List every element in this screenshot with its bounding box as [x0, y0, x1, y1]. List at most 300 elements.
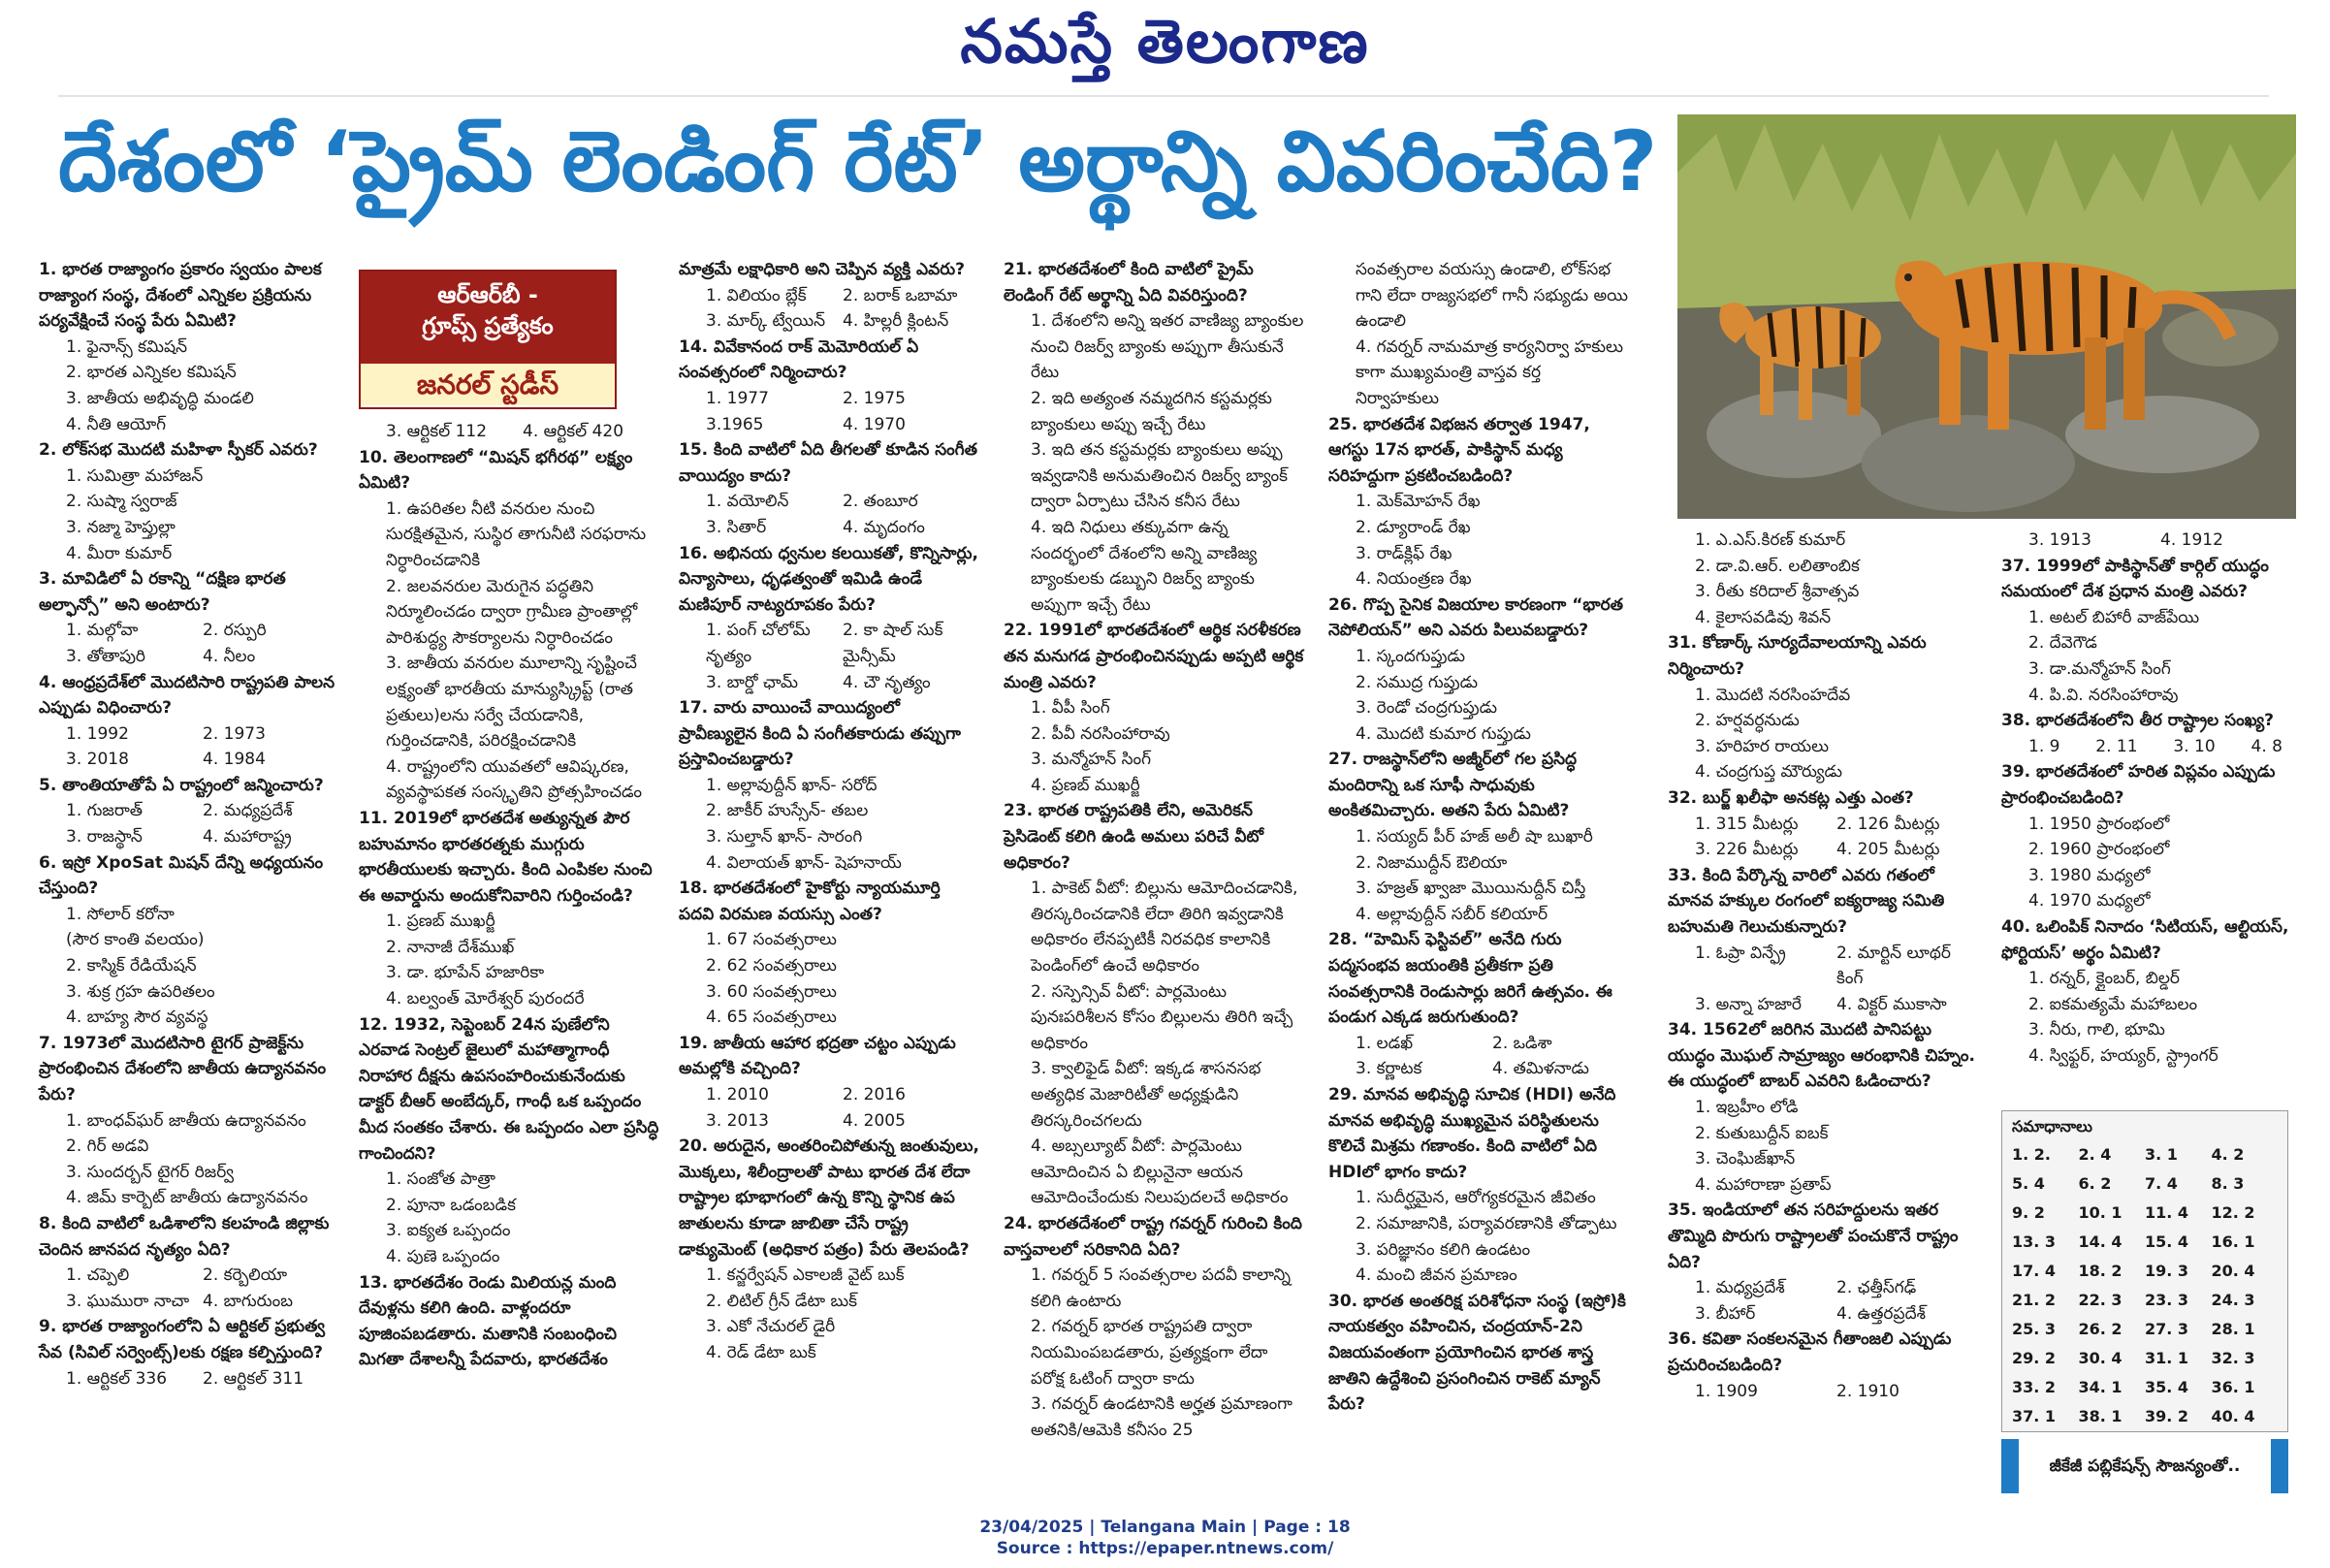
answer-option: 2. రస్పురి [203, 621, 267, 641]
question-text [1004, 618, 1304, 695]
answer-option: 2. లిటిల్ గ్రీన్ డేటా బుక్ [706, 1291, 857, 1311]
question-text [2001, 554, 2292, 605]
question-block [359, 806, 659, 1012]
answer-option: 4. విక్టర్ ముకాసా [1836, 994, 1947, 1014]
answer-option: 2. 2016 [843, 1085, 906, 1104]
question-text [679, 257, 979, 283]
question-number: 15. [679, 440, 715, 461]
answer-option: 4. బల్వంత్ మోరేశ్వర్ పురందరే [386, 989, 585, 1009]
question-text [1328, 592, 1629, 644]
answer-option: 2. ఆర్టికల్ 311 [203, 1368, 304, 1389]
question-number: 3. [39, 569, 63, 590]
answer-option: 2. జలవనరుల మెరుగైన పద్ధతిని నిర్మూలించడం ద్వారా గ్రామీణ ప్రాంతాల్లో పారిశుద్ధ్య సౌకర్యాలను నిర్ధారించడం [386, 576, 638, 648]
question-number: 12. [359, 1014, 395, 1035]
answer-option: 4. ఉత్తరప్రదేశ్ [1836, 1303, 1926, 1324]
option-row [679, 412, 979, 438]
answer-option: 1. గవర్నర్ 5 సంవత్సరాల పదవీ కాలాన్ని కలిగి ఉంటారు [1031, 1265, 1292, 1311]
answer-option: 4. మహారాష్ట్ర [203, 827, 292, 848]
question-block [39, 773, 339, 850]
answer-option: 1. దేశంలోని అన్ని ఇతర వాణిజ్య బ్యాంకుల నుంచి రిజర్వ్ బ్యాంకు అప్పుగా తీసుకునే రేటు [1031, 311, 1304, 383]
question-column-7 [2001, 528, 2292, 1069]
masthead-divider [58, 95, 2269, 97]
answer-option: 3. రాజస్థాన్ [66, 827, 143, 848]
answer-option: 1. మధ్యప్రదేశ్ [1695, 1278, 1785, 1298]
question-stem: కోణార్క్ సూర్యదేవాలయాన్ని ఎవరు నిర్మించారు? [1668, 633, 1927, 679]
answer-option: 2. జాకీర్ హుస్సేన్- తబల [706, 801, 869, 821]
option-row [1668, 1301, 1978, 1328]
question-number: 36. [1668, 1329, 1704, 1350]
answer-option: 4. స్విఫ్టర్, హయ్యర్, స్ట్రాంగర్ [2028, 1045, 2218, 1066]
question-number: 16. [679, 543, 715, 563]
question-block [1668, 1017, 1978, 1198]
answer-key-item: 5. 4 [2012, 1174, 2045, 1193]
question-stem: కింది వాటిలో ఒడిశాలోని కలహండి జిల్లాకు చెందిన జానపద నృత్యం ఏది? [39, 1213, 330, 1260]
answer-option: 2. పూనా ఒడంబడిక [386, 1195, 516, 1215]
answer-key-item: 1. 2. [2012, 1145, 2051, 1164]
question-number: 17. [679, 698, 715, 719]
answer-option: 2. నిజాముద్దీన్ ఔలియా [1356, 852, 1508, 873]
question-stem: జాతీయ ఆహార భద్రతా చట్టం ఎప్పుడు అమల్లోకి వచ్చింది? [679, 1033, 956, 1079]
answer-option: 3. జాతీయ అభివృద్ధి మండలి [66, 388, 254, 408]
question-number: 28. [1328, 930, 1364, 950]
answer-option: 3. నీరు, గాలి, భూమి [2028, 1020, 2165, 1040]
answer-option: 2. గవర్నర్ భారత రాష్ట్రపతి ద్వారా నియమింపబడతారు, ప్రత్యక్షంగా లేదా పరోక్ష ఓటింగ్ ద్వారా కాదు [1031, 1317, 1268, 1389]
question-stem: వారు వాయించే వాయిద్యంలో ప్రావీణ్యులైన కింది ఏ సంగీతకారుడు తప్పుగా ప్రస్తావించబడ్డారు? [679, 698, 961, 770]
question-text [679, 1031, 979, 1082]
answer-key-item: 28. 1 [2211, 1320, 2255, 1338]
question-stem: బుర్జ్ ఖలీఫా అనకట్ల ఎత్తు ఎంత? [1703, 787, 1914, 808]
question-text [1004, 257, 1304, 308]
answer-option: 4. చంద్రగుప్త మౌర్యుడు [1695, 762, 1842, 783]
answer-key-item: 7. 4 [2145, 1174, 2178, 1193]
question-block [359, 1012, 659, 1270]
answer-option: 1. లడఖ్ [1356, 1033, 1414, 1053]
answer-option: 1. అటల్ బిహారీ వాజ్‌పేయి [2028, 607, 2200, 627]
option-row [679, 308, 979, 335]
answer-option: 1. ఇబ్రహీం లోడి [1695, 1098, 1799, 1118]
question-number: 5. [39, 775, 63, 795]
question-text [679, 1134, 979, 1263]
answer-option: 3. తోతాపురి [66, 646, 146, 666]
answer-option: 1. ఉపరితల నీటి వనరుల నుంచి సురక్షితమైన, సుస్థిర తాగునీటి సరఫరాను నిర్ధారించడానికి [386, 498, 647, 570]
question-block [2001, 554, 2292, 709]
answer-option: 2. కర్బెలియా [203, 1265, 288, 1286]
answer-option: 4. మంచి జీవన ప్రమాణం [1356, 1265, 1517, 1286]
answer-key-item: 8. 3 [2211, 1174, 2245, 1193]
answer-option: 1. మెక్‌మోహన్ రేఖ [1356, 492, 1481, 512]
answer-option: 1. స్కందగుప్తుడు [1356, 646, 1465, 666]
question-number: 23. [1004, 801, 1039, 821]
question-text [39, 773, 339, 799]
question-stem: అభినయ ధ్వనుల కలయికతో, కొన్నిసార్లు, విన్యాసాలు, ధృఢత్వంతో ఇమిడి ఉండే మణిపూర్ నాట్యరూపకం పేరు? [679, 543, 978, 615]
option-row [679, 386, 979, 412]
question-block [679, 876, 979, 1031]
question-column-4 [1004, 257, 1304, 1443]
option-row [1328, 1031, 1629, 1057]
answer-option: 3. 2013 [706, 1110, 769, 1131]
answer-option: 3. 2018 [66, 750, 129, 770]
question-text [679, 437, 979, 489]
answer-option: 3. శుక్ర గ్రహ ఉపరితలం [66, 981, 215, 1002]
answer-key-item: 21. 2 [2012, 1291, 2057, 1309]
answer-option: 1. మొదటి నరసింహదేవ [1695, 685, 1851, 705]
answer-option: 1. బాంధవ్‌ఘర్ జాతీయ ఉద్యానవనం [66, 1110, 306, 1131]
question-text [1004, 798, 1304, 876]
answer-option: 2. సస్పెన్సివ్ వీటో: పార్లమెంటు పునఃపరిశీలన కోసం బిల్లులను తిరిగి ఇచ్చే అధికారం [1031, 981, 1293, 1053]
question-number: 4. [39, 672, 63, 692]
answer-option: 1. 315 మీటర్లు [1695, 814, 1799, 834]
answer-option: 3. చెంఘిజ్‌ఖాన్ [1695, 1149, 1796, 1169]
banner-line-2: గ్రూప్స్ ప్రత్యేకం [422, 312, 554, 340]
answer-option: 4. హిల్లరీ క్లింటన్ [843, 311, 949, 332]
question-number: 32. [1668, 787, 1704, 808]
question-stem: రాజస్థాన్‌లోని అజ్మీర్‌లో గల ప్రసిద్ధ మందిరాన్ని ఒక సూఫీ సాధువుకు అంకితమిచ్చారు. అతని పేరు ఏమిటి? [1328, 750, 1577, 821]
question-block [1004, 618, 1304, 798]
answer-option: 4. బాగురుంబ [203, 1291, 293, 1311]
question-block [1328, 592, 1629, 748]
answer-option: 1. వయోలిన్ [706, 492, 789, 512]
answer-option: 1. 1909 [1695, 1381, 1758, 1401]
question-text [2001, 759, 2292, 811]
question-text [1328, 747, 1629, 824]
answer-option: 2. 1975 [843, 388, 906, 408]
question-block [39, 1314, 339, 1392]
question-number: 37. [2001, 556, 2037, 576]
answer-option: 4. జిమ్ కార్బెట్ జాతీయ ఉద్యానవనం [66, 1188, 308, 1208]
answer-key-item: 23. 3 [2145, 1291, 2189, 1309]
question-block [679, 257, 979, 335]
question-text [679, 335, 979, 386]
banner-subject: జనరల్ స్టడీస్ [361, 364, 615, 405]
question-block [39, 850, 339, 1031]
question-number: 11. [359, 808, 395, 828]
question-number: 13. [359, 1272, 395, 1293]
question-stem: కింది వాటిలో ఏది తీగలతో కూడిన సంగీత వాయిద్యం కాదు? [679, 440, 977, 486]
answer-option: 3. 226 మీటర్లు [1695, 840, 1799, 860]
answer-key-item: 20. 4 [2211, 1262, 2255, 1280]
question-stem: భారతదేశంలో హైకోర్టు న్యాయమూర్తి పదవి విరమణ వయస్సు ఎంత? [679, 879, 941, 924]
answer-option: 2. నానాజీ దేశ్‌ముఖ్ [386, 937, 515, 957]
question-number: 24. [1004, 1213, 1039, 1233]
option-row [39, 618, 339, 644]
answer-option: 1. సోలార్ కరోనా [66, 904, 175, 924]
answer-option: 1. పంగ్ చోలోమ్ నృత్యం [706, 621, 811, 666]
answer-option: 3. ఎకో నేచురల్ డైరీ [706, 1317, 836, 1337]
answers-title: సమాధానాలు [2012, 1117, 2092, 1136]
question-text [39, 850, 339, 902]
answer-option: 2. బరాక్ ఒబామా [843, 285, 958, 305]
question-text [679, 876, 979, 927]
answer-option: 2. డ్యూరాండ్ రేఖ [1356, 517, 1471, 537]
answer-option: 2. కుతుబుద్దీన్ ఐబక్ [1695, 1123, 1829, 1143]
answer-option: 1. అల్లావుద్దీన్ ఖాన్- సరోద్ [706, 775, 878, 795]
answer-option: 2. మార్టిన్ లూథర్ కింగ్ [1836, 943, 1951, 989]
question-block [1668, 1327, 1978, 1404]
answer-key-item: 24. 3 [2211, 1291, 2255, 1309]
answer-key-item: 17. 4 [2012, 1262, 2057, 1280]
answer-key-item: 18. 2 [2078, 1262, 2123, 1280]
answer-option: 1. సుమిత్రా మహాజన్ [66, 465, 204, 486]
question-column-5 [1328, 257, 1629, 1418]
question-block [1328, 1082, 1629, 1289]
answer-option: 2. 1973 [203, 723, 266, 744]
option-row [39, 1289, 339, 1315]
question-number: 14. [679, 336, 715, 357]
answer-option: 4. మొదటి కుమార గుప్తుడు [1356, 723, 1531, 744]
answer-option: 3. రాడ్‌క్లిఫ్ రేఖ [1356, 543, 1452, 563]
answer-option: 1. 1992 [66, 723, 129, 744]
answer-key-item: 27. 3 [2145, 1320, 2189, 1338]
option-row [1668, 992, 1978, 1018]
answer-option: 2. ఒడిశా [1492, 1033, 1552, 1053]
question-block [39, 437, 339, 566]
answer-option: 2. ఐకమత్యమే మహాబలం [2028, 994, 2198, 1014]
answer-option: 2. భారత ఎన్నికల కమిషన్ [66, 363, 237, 383]
answer-option: 3. డా. భూపేన్ హజారికా [386, 963, 545, 983]
question-stem: కవితా సంకలనమైన గీతాంజలి ఎప్పుడు ప్రచురించబడింది? [1668, 1329, 1952, 1375]
question-number: 22. [1004, 621, 1039, 641]
question-stem: వివేకానంద రాక్ మెమోరియల్ ఏ సంవత్సరంలో నిర్మించారు? [679, 336, 919, 383]
question-block [359, 419, 659, 445]
question-block [39, 670, 339, 773]
answer-option: 1. చప్పెలి [66, 1265, 130, 1286]
question-block [679, 541, 979, 696]
answer-option: 1. సుదీర్ఘమైన, ఆరోగ్యకరమైన జీవితం [1356, 1188, 1596, 1208]
option-row [1668, 837, 1978, 863]
question-stem: భారత రాష్ట్రపతికి లేని, అమెరికన్ ప్రెసిడెంట్ కలిగి ఉండి అమలు పరిచే వీటో అధికారం? [1004, 801, 1264, 873]
answer-option: 3. సితార్ [706, 517, 767, 537]
masthead-logo: నమస్తే తెలంగాణ [960, 6, 1370, 77]
question-text [1668, 785, 1978, 812]
question-text [1328, 1289, 1629, 1418]
question-text [2001, 914, 2292, 966]
question-stem: భారత రాజ్యాంగంలోని ఏ ఆర్టికల్ ప్రభుత్వ సేవ (సివిల్ సర్వెంట్స్)లకు రక్షణ కల్పిస్తుంది? [39, 1317, 326, 1362]
answer-key-item: 40. 4 [2211, 1407, 2255, 1425]
question-block [1004, 257, 1304, 618]
answer-key-item: 9. 2 [2012, 1203, 2045, 1222]
question-text [1668, 1327, 1978, 1378]
answer-key-item: 32. 3 [2211, 1349, 2255, 1367]
option-row [1328, 1056, 1629, 1082]
question-stem: భారతదేశ విభజన తర్వాత 1947, ఆగస్టు 17న భారత్, పాకిస్థాన్ మధ్య సరిహద్దుగా ప్రకటించబడింది? [1328, 414, 1590, 486]
answer-option: 1. సయ్యద్ పీర్ హజ్ అలీ షా బుఖారీ [1356, 827, 1593, 848]
question-number: 6. [39, 852, 63, 873]
answer-option: 4. ఇది నిధులు తక్కువగా ఉన్న సందర్భంలో దేశంలోని అన్ని వాణిజ్య బ్యాంకులకు డబ్బుని రిజర్వ్ బ్యాంకు అప్పుగా ఇచ్చే రేటు [1031, 517, 1258, 615]
question-number: 40. [2001, 916, 2037, 937]
answer-key-item: 16. 1 [2211, 1232, 2255, 1251]
answer-key-item: 25. 3 [2012, 1320, 2057, 1338]
question-text [359, 445, 659, 496]
question-text [39, 257, 339, 335]
answer-option: 4. రెడ్ డేటా బుక్ [706, 1342, 816, 1362]
question-stem: 1932, సెప్టెంబర్ 24న పుణేలోని ఎరవాడ సెంట్రల్ జైలులో మహాత్మాగాంధీ నిరాహార దీక్షను ఉపసంహరించుకునేందుకు డాక్టర్ బీఆర్ అంబేద్కర్, గాంధీ ఒక ఒప్పందం మీద సంతకం చేశారు. ఈ ఒప్పందం ఎలా ప్రసిద్ధి గాంచిందని? [359, 1014, 659, 1164]
question-number: 33. [1668, 865, 1704, 885]
question-block [1668, 863, 1978, 1018]
answer-option: 1. ఫైనాన్స్ కమిషన్ [66, 336, 188, 357]
answer-option: 1. 2010 [706, 1085, 769, 1104]
answer-option: 2. 1910 [1836, 1381, 1899, 1401]
answer-option: 4. తమిళనాడు [1492, 1059, 1589, 1079]
question-stem: భారతదేశంలో హరిత విప్లవం ఎప్పుడు ప్రారంభించబడింది? [2001, 762, 2276, 808]
question-text [1004, 1211, 1304, 1263]
option-row [679, 515, 979, 541]
footer-source: Source : https://epaper.ntnews.com/ [996, 1539, 1334, 1559]
answer-key-item: 34. 1 [2078, 1378, 2123, 1396]
answer-option: 4. 2005 [843, 1110, 906, 1131]
question-block [1668, 785, 1978, 863]
answer-option: 3. బార్డో ఛామ్ [706, 672, 799, 692]
answer-option: 3. గవర్నర్ ఉండటానికి అర్హత ప్రమాణంగా అతనికి/ఆమెకి కనీసం 25 [1031, 1394, 1293, 1440]
answer-option: 4. నియంత్రణ రేఖ [1356, 569, 1472, 590]
question-block [2001, 528, 2292, 554]
question-text [39, 1211, 339, 1263]
option-row [679, 1108, 979, 1135]
question-stem: 1973లో మొదటిసారి టైగర్ ప్రాజెక్ట్‌ను ప్రారంభించిన దేశంలోని జాతీయ ఉద్యానవనం పేరు? [39, 1033, 327, 1104]
option-row [679, 670, 979, 696]
publisher-credit: జీకేజీ పబ్లికేషన్స్ సౌజన్యంతో.. [2001, 1439, 2288, 1493]
answer-option: 3. ఆర్టికల్ 112 [386, 422, 488, 441]
question-text [39, 670, 339, 721]
question-number: 9. [39, 1317, 63, 1337]
answer-option: 2. తంబూర [843, 492, 918, 512]
question-number: 34. [1668, 1020, 1704, 1040]
answer-option: 1. మల్గోవా [66, 621, 139, 641]
answer-key-item: 29. 2 [2012, 1349, 2057, 1367]
answer-option: 4. గవర్నర్ నామమాత్ర కార్యనిర్వా హకులు కాగా ముఖ్యమంత్రి వాస్తవ కర్త నిర్వాహకులు [1356, 336, 1623, 408]
question-number: 1. [39, 260, 63, 279]
answer-option: 4. బాహ్య సౌర వ్యవస్థ [66, 1008, 208, 1028]
question-block [2001, 759, 2292, 914]
option-row [679, 489, 979, 515]
answer-option: 3. మార్క్ ట్వేయిన్ [706, 311, 826, 332]
question-number: 8. [39, 1213, 63, 1233]
answer-option: 1. రన్నర్, క్లైంబర్, బిల్డర్ [2028, 969, 2180, 989]
option-row [39, 1366, 339, 1392]
answer-option: 3. 1980 మధ్యలో [2028, 865, 2151, 885]
answer-option: 3. క్వాలిఫైడ్ వీటో: ఇక్కడ శాసనసభ అత్యధిక మెజారిటీతో అధ్యక్షుడిని తిరస్కరించగలదు [1031, 1059, 1261, 1131]
question-number: 35. [1668, 1200, 1704, 1221]
answer-key-item: 3. 1 [2145, 1145, 2178, 1164]
question-stem: భారతదేశంలో కింది వాటిలో ప్రైమ్ లెండింగ్ రేట్ అర్థాన్ని ఏది వివరిస్తుంది? [1004, 260, 1254, 305]
question-stem: 1562లో జరిగిన మొదటి పానిపట్టు యుద్ధం మొఘల్ సామ్రాజ్యం ఆరంభానికి చిహ్నం. ఈ యుద్ధంలో బాబర్ ఎవరిని ఓడించారు? [1668, 1020, 1975, 1092]
question-stem: 1991లో భారతదేశంలో ఆర్థిక సరళీకరణ తన మనుగడ ప్రారంభించినప్పుడు అప్పటి ఆర్థిక మంత్రి ఎవరు? [1004, 621, 1304, 692]
answer-option: 2. ఇది అత్యంత నమ్మదగిన కస్టమర్లకు బ్యాంకులు అప్పు ఇచ్చే రేటు [1031, 388, 1272, 434]
answer-option: 3. జాతీయ వనరుల మూలాన్ని సృష్టించే లక్ష్యంతో భారతీయ మాన్యుస్క్రిప్ట్ (రాత ప్రతులు)లను సర్వే చేయడానికి, గుర్తించడానికి, పరిరక్షించడానికి [386, 654, 637, 752]
option-row [2001, 734, 2292, 760]
question-text [1668, 863, 1978, 941]
answer-key-item: 30. 4 [2078, 1349, 2123, 1367]
tiger-illustration [1677, 114, 2296, 519]
question-block [679, 437, 979, 540]
question-text [39, 566, 339, 618]
question-block [1328, 1289, 1629, 1418]
answer-option: 2. కాస్మిక్ రేడియేషన్ [66, 956, 197, 976]
question-number: 18. [679, 879, 715, 899]
question-block [2001, 708, 2292, 759]
question-block [39, 257, 339, 437]
answer-option: 2. కా షాల్ సుక్ మైన్సీమ్ [843, 621, 943, 666]
answer-option: 1. ప్రణబ్ ముఖర్జీ [386, 912, 495, 932]
question-stem: కింది పేర్కొన్న వారిలో ఎవరు గతంలో మానవ హక్కుల రంగంలో ఐక్యరాజ్య సమితి బహుమతి గెలుచుకున్నారు? [1668, 865, 1945, 937]
option-row [1668, 1379, 1978, 1405]
question-number: 29. [1328, 1085, 1364, 1104]
answer-option: 2. ఛత్తీస్‌గఢ్ [1836, 1278, 1917, 1298]
question-column-3 [679, 257, 979, 1366]
answer-option: 4. అబ్సల్యూట్ వీటో: పార్లమెంటు ఆమోదించిన ఏ బిల్లునైనా ఆయన ఆమోదించేందుకు నిలుపుదలచే అధికారం [1031, 1136, 1289, 1208]
answer-key-item: 33. 2 [2012, 1378, 2057, 1396]
answer-option: 3. కర్ణాటక [1356, 1059, 1422, 1079]
answer-option: 3. బీహార్ [1695, 1303, 1756, 1324]
answer-option: 4. మృదంగం [843, 517, 925, 537]
question-text [359, 1012, 659, 1168]
question-number: 19. [679, 1033, 715, 1053]
answer-key-item: 31. 1 [2145, 1349, 2189, 1367]
question-block [1668, 528, 1978, 630]
question-stem: భారత రాజ్యాంగం ప్రకారం స్వయం పాలక రాజ్యాంగ సంస్థ, దేశంలో ఎన్నికల ప్రక్రియను పర్యవేక్షించే సంస్థ పేరు ఏమిటి? [39, 260, 322, 332]
question-number: 39. [2001, 762, 2037, 783]
question-stem: తాంతియాతోపే ఏ రాష్ట్రంలో జన్మించారు? [62, 775, 324, 795]
question-block [679, 695, 979, 876]
answer-option: 3. 60 సంవత్సరాలు [706, 981, 837, 1002]
answer-option: 1. ఆర్టికల్ 336 [66, 1368, 168, 1389]
answer-option: 4. 205 మీటర్లు [1836, 840, 1940, 860]
question-text [679, 695, 979, 773]
question-stem: 1999లో పాకిస్థాన్‌తో కార్గిల్ యుద్ధం సమయంలో దేశ ప్రధాన మంత్రి ఎవరు? [2001, 556, 2269, 602]
option-row [679, 618, 979, 669]
answer-option: 1. ఓప్రా విన్ఫ్రే [1695, 943, 1786, 963]
question-block [679, 1134, 979, 1365]
option-row [39, 1263, 339, 1289]
question-stem: భారత అంతరిక్ష పరిశోధనా సంస్థ (ఇస్రో)కి నాయకత్వం వహించిన, చంద్రయాన్-2ని విజయవంతంగా ప్రయోగించిన భారత శాస్త్ర జాతిని ఉద్దేశించి ప్రసంగించిన రాకెట్ మ్యాన్ పేరు? [1328, 1291, 1626, 1415]
answer-key-item: 12. 2 [2211, 1203, 2255, 1222]
option-row [39, 721, 339, 748]
question-text [1668, 630, 1978, 682]
question-number: 10. [359, 447, 395, 467]
option-row [39, 824, 339, 850]
answer-option: 1. 1950 ప్రారంభంలో [2028, 814, 2170, 834]
question-number: 2. [39, 440, 63, 461]
option-row [359, 419, 659, 445]
question-column-2 [359, 419, 659, 1373]
answer-option: 3. పరిజ్ఞానం కలిగి ఉండటం [1356, 1239, 1531, 1260]
answer-option: (సౌర కాంతి వలయం) [66, 930, 205, 950]
question-block [679, 1031, 979, 1134]
answer-option: 4. నీలం [203, 646, 256, 666]
answer-option: 2. పీవీ నరసింహారావు [1031, 723, 1170, 744]
question-number: 30. [1328, 1291, 1364, 1311]
question-number: 20. [679, 1136, 715, 1157]
question-number: 25. [1328, 414, 1364, 434]
answer-option: 3. డా.మన్మోహన్ సింగ్ [2028, 658, 2171, 679]
answer-key-item: 2. 4 [2078, 1145, 2112, 1164]
answer-option: 4. 1912 [2160, 530, 2223, 550]
option-row [39, 747, 339, 773]
answer-key-item: 19. 3 [2145, 1262, 2189, 1280]
option-row [2001, 528, 2292, 554]
question-number: 38. [2001, 711, 2037, 731]
answer-option: 4. 1984 [203, 750, 266, 770]
question-column-6 [1668, 528, 1978, 1404]
question-stem: మావిడిలో ఏ రకాన్ని “దక్షిణ భారత అల్ఫాన్సో” అని అంటారు? [39, 569, 286, 615]
question-text [1668, 1017, 1978, 1095]
tiger-photo [1677, 114, 2296, 519]
answer-option: 3.1965 [706, 414, 764, 434]
answer-option: 4. మహారాణా ప్రతాప్ [1695, 1174, 1832, 1195]
answer-option: 3. ఐక్యత ఒప్పందం [386, 1221, 511, 1241]
answer-option: 3. హరిహర రాయలు [1695, 736, 1830, 756]
answer-option: 3. అన్నా హజారే [1695, 994, 1802, 1014]
answer-option: 4. విలాయత్ ఖాన్- షెహనాయ్ [706, 852, 902, 873]
